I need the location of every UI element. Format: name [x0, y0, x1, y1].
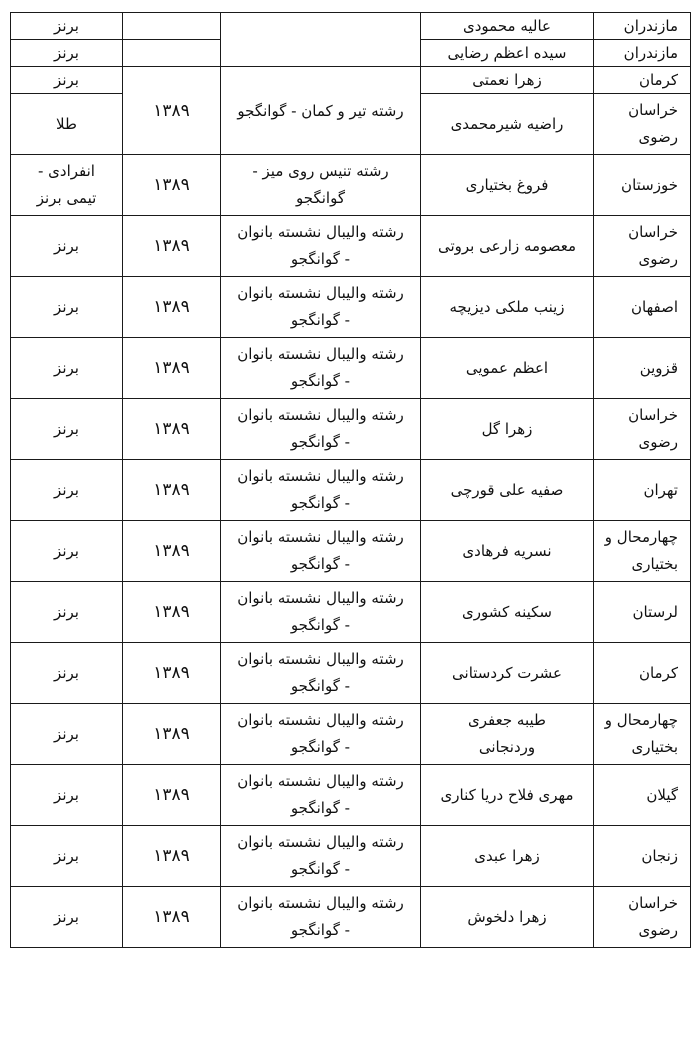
province-cell: مازندران — [594, 13, 691, 40]
year-cell: ۱۳۸۹ — [123, 460, 221, 521]
table-row — [11, 582, 691, 643]
province-cell: خراسان رضوی — [594, 94, 691, 155]
table-row — [11, 67, 691, 94]
province-cell: کرمان — [594, 67, 691, 94]
name-cell: زهرا عبدی — [421, 826, 594, 887]
field-cell: رشته والیبال نشسته بانوان - گوانگجو — [221, 765, 421, 826]
medal-cell: برنز — [11, 826, 123, 887]
table-row — [11, 399, 691, 460]
name-cell: زینب ملکی دیزیچه — [421, 277, 594, 338]
province-cell: چهارمحال و بختیاری — [594, 704, 691, 765]
year-cell: ۱۳۸۹ — [123, 704, 221, 765]
medal-cell: برنز — [11, 460, 123, 521]
medal-cell: برنز — [11, 13, 123, 40]
name-cell: نسریه فرهادی — [421, 521, 594, 582]
medal-cell: برنز — [11, 40, 123, 67]
field-cell: رشته والیبال نشسته بانوان - گوانگجو — [221, 521, 421, 582]
year-cell: ۱۳۸۹ — [123, 765, 221, 826]
medal-cell: برنز — [11, 338, 123, 399]
table-row — [11, 338, 691, 399]
field-cell: رشته والیبال نشسته بانوان - گوانگجو — [221, 826, 421, 887]
province-cell: کرمان — [594, 643, 691, 704]
field-cell: رشته تیر و کمان - گوانگجو — [221, 67, 421, 155]
year-cell: ۱۳۸۹ — [123, 155, 221, 216]
name-cell: زهرا دلخوش — [421, 887, 594, 948]
field-cell: رشته والیبال نشسته بانوان - گوانگجو — [221, 582, 421, 643]
medal-cell: انفرادی - تیمی برنز — [11, 155, 123, 216]
province-cell: اصفهان — [594, 277, 691, 338]
medal-cell: برنز — [11, 704, 123, 765]
year-cell: ۱۳۸۹ — [123, 67, 221, 155]
field-cell: رشته والیبال نشسته بانوان - گوانگجو — [221, 399, 421, 460]
province-cell: قزوین — [594, 338, 691, 399]
name-cell: فروغ بختیاری — [421, 155, 594, 216]
name-cell: زهرا گل — [421, 399, 594, 460]
medal-cell: برنز — [11, 67, 123, 94]
province-cell: خراسان رضوی — [594, 887, 691, 948]
name-cell: طیبه جعفری وردنجانی — [421, 704, 594, 765]
year-cell: ۱۳۸۹ — [123, 826, 221, 887]
province-cell: خراسان رضوی — [594, 216, 691, 277]
province-cell: مازندران — [594, 40, 691, 67]
province-cell: خوزستان — [594, 155, 691, 216]
year-cell: ۱۳۸۹ — [123, 338, 221, 399]
field-cell: رشته والیبال نشسته بانوان - گوانگجو — [221, 887, 421, 948]
table-row — [11, 155, 691, 216]
name-cell: سیده اعظم رضایی — [421, 40, 594, 67]
field-cell: رشته والیبال نشسته بانوان - گوانگجو — [221, 643, 421, 704]
year-cell: ۱۳۸۹ — [123, 399, 221, 460]
medal-cell: برنز — [11, 216, 123, 277]
table-row — [11, 13, 691, 40]
field-cell: رشته والیبال نشسته بانوان - گوانگجو — [221, 277, 421, 338]
table-row — [11, 521, 691, 582]
year-cell: ۱۳۸۹ — [123, 216, 221, 277]
name-cell: سکینه کشوری — [421, 582, 594, 643]
name-cell: عشرت کردستانی — [421, 643, 594, 704]
medal-cell: برنز — [11, 887, 123, 948]
table-row — [11, 460, 691, 521]
year-cell — [123, 13, 221, 40]
table-row — [11, 887, 691, 948]
medal-cell: برنز — [11, 643, 123, 704]
field-cell: رشته والیبال نشسته بانوان - گوانگجو — [221, 216, 421, 277]
province-cell: زنجان — [594, 826, 691, 887]
medal-cell: طلا — [11, 94, 123, 155]
medalists-table — [10, 12, 691, 948]
name-cell: معصومه زارعی بروتی — [421, 216, 594, 277]
name-cell: مهری فلاح دریا کناری — [421, 765, 594, 826]
province-cell: لرستان — [594, 582, 691, 643]
table-row — [11, 216, 691, 277]
year-cell — [123, 40, 221, 67]
medal-cell: برنز — [11, 582, 123, 643]
province-cell: چهارمحال و بختیاری — [594, 521, 691, 582]
province-cell: خراسان رضوی — [594, 399, 691, 460]
field-cell: رشته والیبال نشسته بانوان - گوانگجو — [221, 460, 421, 521]
name-cell: زهرا نعمتی — [421, 67, 594, 94]
medal-cell: برنز — [11, 277, 123, 338]
year-cell: ۱۳۸۹ — [123, 277, 221, 338]
name-cell: راضیه شیرمحمدی — [421, 94, 594, 155]
name-cell: اعظم عمویی — [421, 338, 594, 399]
field-cell: رشته والیبال نشسته بانوان - گوانگجو — [221, 338, 421, 399]
table-row — [11, 277, 691, 338]
field-cell: رشته والیبال نشسته بانوان - گوانگجو — [221, 704, 421, 765]
medal-cell: برنز — [11, 399, 123, 460]
field-cell: رشته تنیس روی میز - گوانگجو — [221, 155, 421, 216]
year-cell: ۱۳۸۹ — [123, 521, 221, 582]
name-cell: صفیه علی قورچی — [421, 460, 594, 521]
medal-cell: برنز — [11, 521, 123, 582]
field-cell — [221, 13, 421, 67]
medal-cell: برنز — [11, 765, 123, 826]
table-row — [11, 826, 691, 887]
table-row — [11, 704, 691, 765]
year-cell: ۱۳۸۹ — [123, 643, 221, 704]
province-cell: گیلان — [594, 765, 691, 826]
year-cell: ۱۳۸۹ — [123, 582, 221, 643]
province-cell: تهران — [594, 460, 691, 521]
table-row — [11, 765, 691, 826]
name-cell: عالیه محمودی — [421, 13, 594, 40]
year-cell: ۱۳۸۹ — [123, 887, 221, 948]
table-row — [11, 643, 691, 704]
